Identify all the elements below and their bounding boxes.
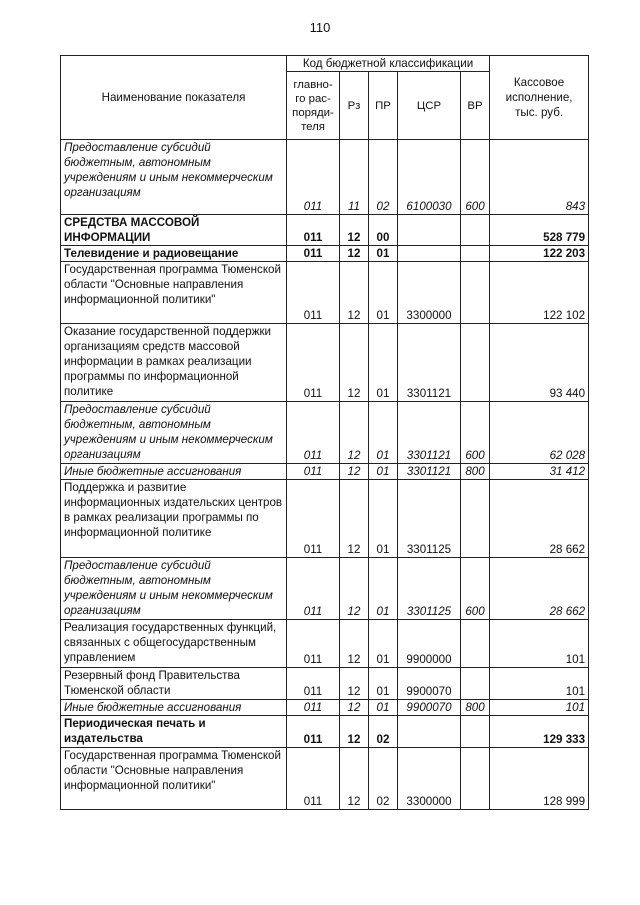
manager-code-cell: 011 <box>287 464 340 480</box>
manager-code-cell: 011 <box>287 716 340 748</box>
table-row <box>61 558 589 620</box>
pr-code-cell: 01 <box>369 480 398 558</box>
pr-code-cell: 02 <box>369 140 398 215</box>
rz-code-cell: 12 <box>340 700 369 716</box>
manager-code-cell: 011 <box>287 480 340 558</box>
vr-code-cell <box>461 215 490 246</box>
amount-cell: 129 333 <box>490 716 589 748</box>
row-name-cell: Телевидение и радиовещание <box>61 246 287 262</box>
rz-code-cell: 12 <box>340 464 369 480</box>
table-row <box>61 246 589 262</box>
csr-code-cell: 9900000 <box>398 620 461 668</box>
vr-code-cell: 800 <box>461 464 490 480</box>
table-row <box>61 464 589 480</box>
rz-code-cell: 12 <box>340 215 369 246</box>
pr-code-cell: 01 <box>369 620 398 668</box>
csr-code-cell: 9900070 <box>398 668 461 700</box>
budget-table <box>60 55 589 810</box>
amount-cell: 122 102 <box>490 262 589 324</box>
csr-code-cell: 6100030 <box>398 140 461 215</box>
table-row <box>61 215 589 246</box>
row-name-cell: Резервный фонд Правительства Тюменской области <box>61 668 287 700</box>
column-header-amount: Кассовое исполнение, тыс. руб. <box>490 56 589 140</box>
row-name-cell: Периодическая печать и издательства <box>61 716 287 748</box>
csr-code-cell: 3301121 <box>398 464 461 480</box>
pr-code-cell: 01 <box>369 324 398 402</box>
manager-code-cell: 011 <box>287 748 340 810</box>
csr-code-cell: 3300000 <box>398 262 461 324</box>
vr-code-cell <box>461 748 490 810</box>
amount-cell: 93 440 <box>490 324 589 402</box>
csr-code-cell <box>398 215 461 246</box>
pr-code-cell: 01 <box>369 402 398 464</box>
vr-code-cell: 800 <box>461 700 490 716</box>
row-name-cell: Предоставление субсидий бюджетным, автономным учреждениям и иным некоммерческим организациям <box>61 558 287 620</box>
amount-cell: 62 028 <box>490 402 589 464</box>
row-name-cell: Иные бюджетные ассигнования <box>61 700 287 716</box>
pr-code-cell: 01 <box>369 262 398 324</box>
amount-cell: 28 662 <box>490 480 589 558</box>
amount-cell: 101 <box>490 700 589 716</box>
pr-code-cell: 01 <box>369 700 398 716</box>
rz-code-cell: 12 <box>340 668 369 700</box>
manager-code-cell: 011 <box>287 246 340 262</box>
rz-code-cell: 12 <box>340 748 369 810</box>
manager-code-cell: 011 <box>287 558 340 620</box>
rz-code-cell: 12 <box>340 716 369 748</box>
vr-code-cell <box>461 480 490 558</box>
amount-cell: 101 <box>490 668 589 700</box>
rz-code-cell: 12 <box>340 262 369 324</box>
manager-code-cell: 011 <box>287 700 340 716</box>
table-row <box>61 324 589 402</box>
csr-code-cell: 3301121 <box>398 324 461 402</box>
rz-code-cell: 12 <box>340 246 369 262</box>
column-header-csr: ЦСР <box>398 72 461 140</box>
vr-code-cell <box>461 668 490 700</box>
table-row <box>61 716 589 748</box>
table-row <box>61 262 589 324</box>
csr-code-cell: 3301125 <box>398 558 461 620</box>
table-row <box>61 620 589 668</box>
csr-code-cell: 3301121 <box>398 402 461 464</box>
column-group-header: Код бюджетной классификации <box>287 56 490 72</box>
vr-code-cell: 600 <box>461 402 490 464</box>
page-number: 110 <box>309 20 331 35</box>
manager-code-cell: 011 <box>287 620 340 668</box>
pr-code-cell: 01 <box>369 464 398 480</box>
row-name-cell: СРЕДСТВА МАССОВОЙ ИНФОРМАЦИИ <box>61 215 287 246</box>
rz-code-cell: 12 <box>340 480 369 558</box>
column-header-vr: ВР <box>461 72 490 140</box>
rz-code-cell: 12 <box>340 558 369 620</box>
csr-code-cell: 3300000 <box>398 748 461 810</box>
pr-code-cell: 01 <box>369 558 398 620</box>
vr-code-cell: 600 <box>461 558 490 620</box>
csr-code-cell <box>398 246 461 262</box>
csr-code-cell: 3301125 <box>398 480 461 558</box>
row-name-cell: Предоставление субсидий бюджетным, автономным учреждениям и иным некоммерческим организациям <box>61 140 287 215</box>
amount-cell: 101 <box>490 620 589 668</box>
vr-code-cell <box>461 620 490 668</box>
column-header-pr: ПР <box>369 72 398 140</box>
amount-cell: 843 <box>490 140 589 215</box>
vr-code-cell <box>461 246 490 262</box>
table-row <box>61 402 589 464</box>
table-body <box>61 140 589 810</box>
row-name-cell: Государственная программа Тюменской области "Основные направления информационной политики" <box>61 262 287 324</box>
column-header-manager: главно-го рас-поряди-теля <box>287 72 340 140</box>
vr-code-cell <box>461 262 490 324</box>
row-name-cell: Государственная программа Тюменской области "Основные направления информационной политики" <box>61 748 287 810</box>
pr-code-cell: 02 <box>369 748 398 810</box>
table-row <box>61 748 589 810</box>
pr-code-cell: 01 <box>369 668 398 700</box>
pr-code-cell: 00 <box>369 215 398 246</box>
vr-code-cell <box>461 716 490 748</box>
table-row <box>61 700 589 716</box>
csr-code-cell <box>398 716 461 748</box>
row-name-cell: Иные бюджетные ассигнования <box>61 464 287 480</box>
vr-code-cell: 600 <box>461 140 490 215</box>
table-row <box>61 140 589 215</box>
manager-code-cell: 011 <box>287 668 340 700</box>
rz-code-cell: 12 <box>340 324 369 402</box>
amount-cell: 28 662 <box>490 558 589 620</box>
manager-code-cell: 011 <box>287 262 340 324</box>
column-header-name: Наименование показателя <box>61 56 287 140</box>
manager-code-cell: 011 <box>287 324 340 402</box>
manager-code-cell: 011 <box>287 402 340 464</box>
column-header-rz: Рз <box>340 72 369 140</box>
amount-cell: 31 412 <box>490 464 589 480</box>
row-name-cell: Реализация государственных функций, связанных с общегосударственным управлением <box>61 620 287 668</box>
manager-code-cell: 011 <box>287 215 340 246</box>
amount-cell: 528 779 <box>490 215 589 246</box>
rz-code-cell: 12 <box>340 402 369 464</box>
pr-code-cell: 01 <box>369 246 398 262</box>
rz-code-cell: 11 <box>340 140 369 215</box>
amount-cell: 128 999 <box>490 748 589 810</box>
manager-code-cell: 011 <box>287 140 340 215</box>
pr-code-cell: 02 <box>369 716 398 748</box>
amount-cell: 122 203 <box>490 246 589 262</box>
vr-code-cell <box>461 324 490 402</box>
table-row <box>61 668 589 700</box>
csr-code-cell: 9900070 <box>398 700 461 716</box>
row-name-cell: Предоставление субсидий бюджетным, автономным учреждениям и иным некоммерческим организациям <box>61 402 287 464</box>
rz-code-cell: 12 <box>340 620 369 668</box>
table-row <box>61 480 589 558</box>
row-name-cell: Поддержка и развитие информационных издательских центров в рамках реализации программы по информационной политике <box>61 480 287 558</box>
row-name-cell: Оказание государственной поддержки организациям средств массовой информации в рамках реализации программы по информационной политике <box>61 324 287 402</box>
